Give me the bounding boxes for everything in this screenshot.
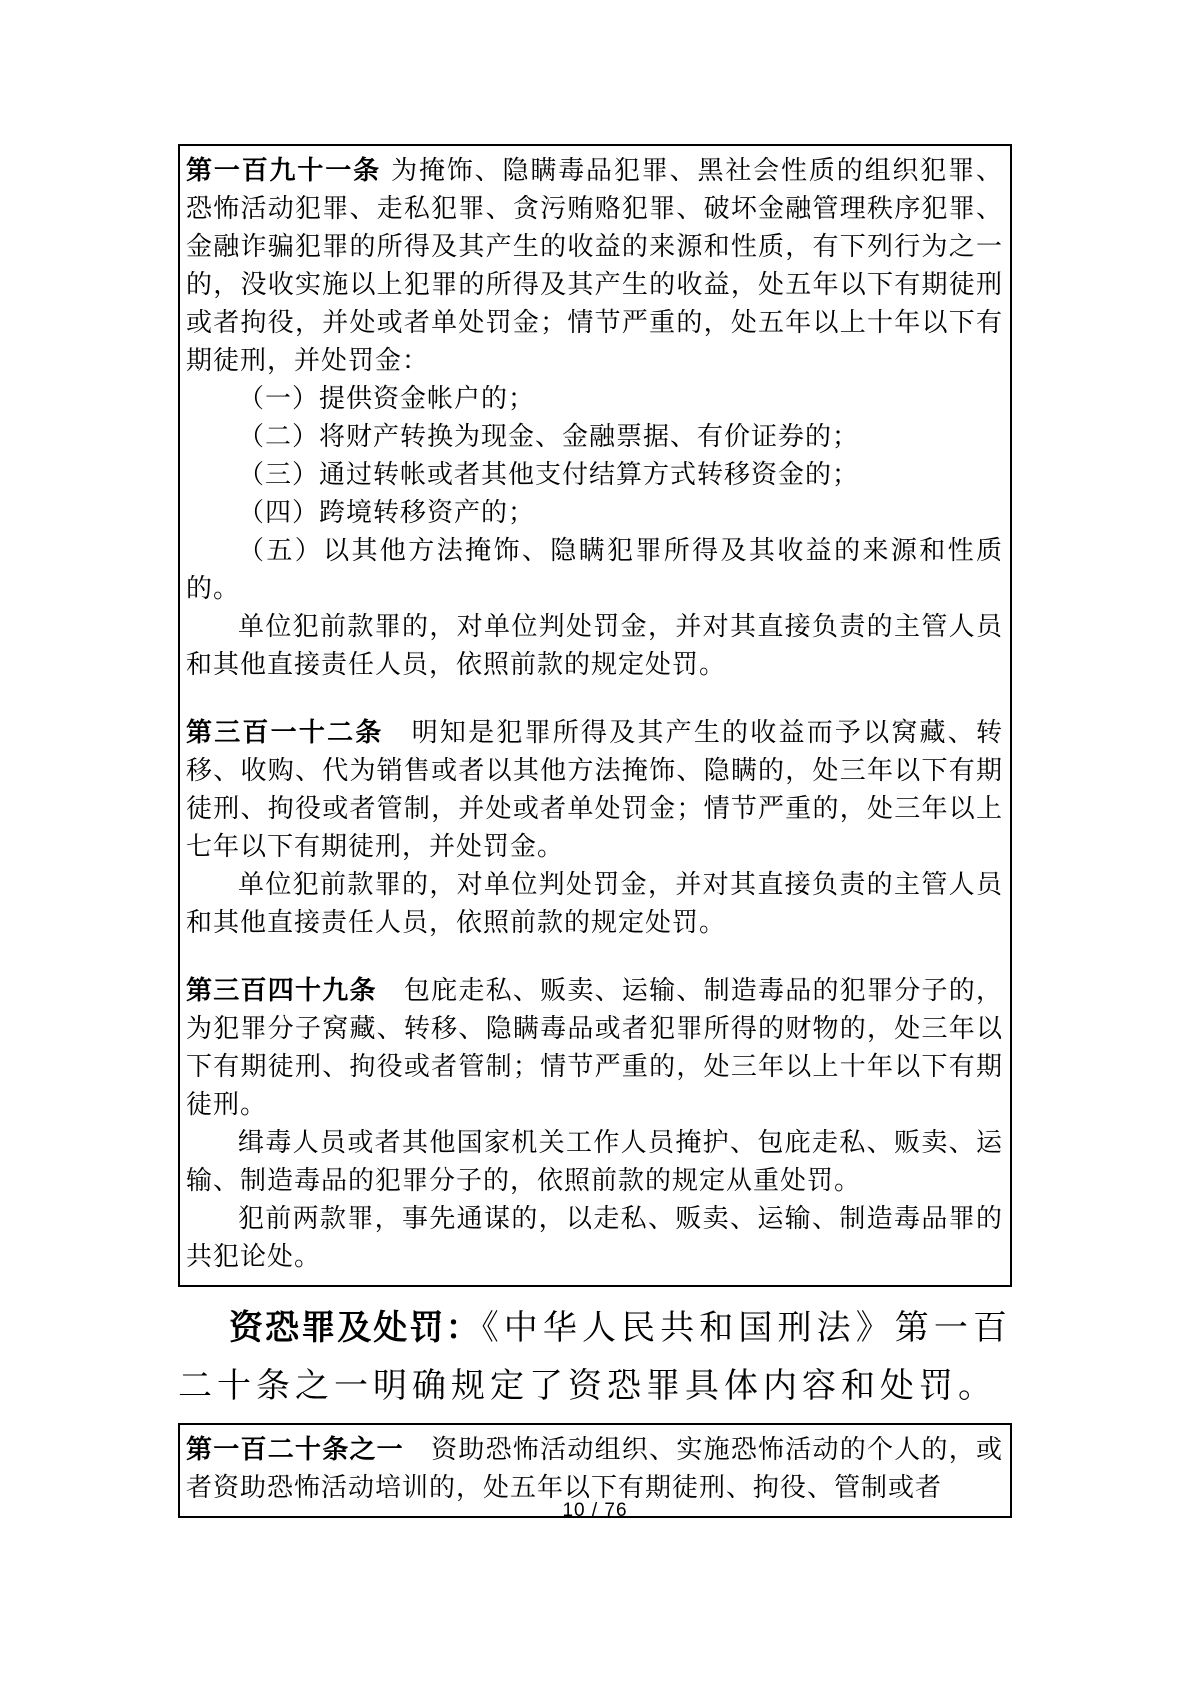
article-349 xyxy=(186,972,1003,1276)
page-content xyxy=(178,144,1012,1518)
article-191-unit-clause: 单位犯前款罪的，对单位判处罚金，并对其直接负责的主管人员和其他直接责任人员，依照前款的规定处罚。 xyxy=(186,612,1003,680)
article-349-intro xyxy=(186,972,1003,1124)
law-articles-box-top xyxy=(178,144,1012,1287)
article-120-1-intro-text: 资助恐怖活动组织、实施恐怖活动的个人的，或者资助恐怖活动培训的，处五年以下有期徒刑、拘役、管制或者 xyxy=(186,1435,1003,1503)
article-191-item-3: （三）通过转帐或者其他支付结算方式转移资金的； xyxy=(238,460,860,490)
article-120-1 xyxy=(186,1431,1003,1507)
article-312-unit-clause: 单位犯前款罪的，对单位判处罚金，并对其直接负责的主管人员和其他直接责任人员，依照前款的规定处罚。 xyxy=(186,870,1003,938)
article-312 xyxy=(186,714,1003,942)
page-number-footer: 10 / 76 xyxy=(562,1500,628,1521)
article-191-item-5: （五）以其他方法掩饰、隐瞒犯罪所得及其收益的来源和性质的。 xyxy=(186,536,1003,604)
article-191-item-1: （一）提供资金帐户的； xyxy=(238,384,536,414)
article-191-item-2: （二）将财产转换为现金、金融票据、有价证券的； xyxy=(238,422,860,452)
article-349-clause-2: 缉毒人员或者其他国家机关工作人员掩护、包庇走私、贩卖、运输、制造毒品的犯罪分子的，依照前款的规定从重处罚。 xyxy=(186,1128,1003,1196)
article-312-intro-text: 明知是犯罪所得及其产生的收益而予以窝藏、转移、收购、代为销售或者以其他方法掩饰、隐瞒的，处三年以下有期徒刑、拘役或者管制，并处或者单处罚金；情节严重的，处三年以上七年以下有期徒刑，并处罚金。 xyxy=(186,718,1003,862)
article-312-number: 第三百一十二条 xyxy=(186,718,384,748)
article-349-intro-text: 包庇走私、贩卖、运输、制造毒品的犯罪分子的，为犯罪分子窝藏、转移、隐瞒毒品或者犯罪所得的财物的，处三年以下有期徒刑、拘役或者管制；情节严重的，处三年以上十年以下有期徒刑。 xyxy=(186,976,1003,1120)
terror-financing-lead-label: 资恐罪及处罚： xyxy=(229,1308,482,1348)
article-191-intro-text: 为掩饰、隐瞒毒品犯罪、黑社会性质的组织犯罪、恐怖活动犯罪、走私犯罪、贪污贿赂犯罪、破坏金融管理秩序犯罪、金融诈骗犯罪的所得及其产生的收益的来源和性质，有下列行为之一的，没收实施以上犯罪的所得及其产生的收益，处五年以下有期徒刑或者拘役，并处或者单处罚金；情节严重的，处五年以上十年以下有期徒刑，并处罚金： xyxy=(186,156,1003,376)
article-191-number: 第一百九十一条 xyxy=(186,156,381,186)
article-349-number: 第三百四十九条 xyxy=(186,976,377,1006)
article-191-intro xyxy=(186,152,1003,380)
article-191-item-4: （四）跨境转移资产的； xyxy=(238,498,536,528)
article-120-1-intro xyxy=(186,1431,1003,1507)
article-120-1-number: 第一百二十条之一 xyxy=(186,1435,404,1465)
article-312-intro xyxy=(186,714,1003,866)
terror-financing-lead-text: 《中华人民共和国刑法》第一百二十条之一明确规定了资恐罪具体内容和处罚。 xyxy=(178,1308,1013,1406)
article-349-clause-3: 犯前两款罪，事先通谋的，以走私、贩卖、运输、制造毒品罪的共犯论处。 xyxy=(186,1204,1003,1272)
article-191 xyxy=(186,152,1003,684)
terror-financing-lead-paragraph xyxy=(178,1299,1012,1415)
